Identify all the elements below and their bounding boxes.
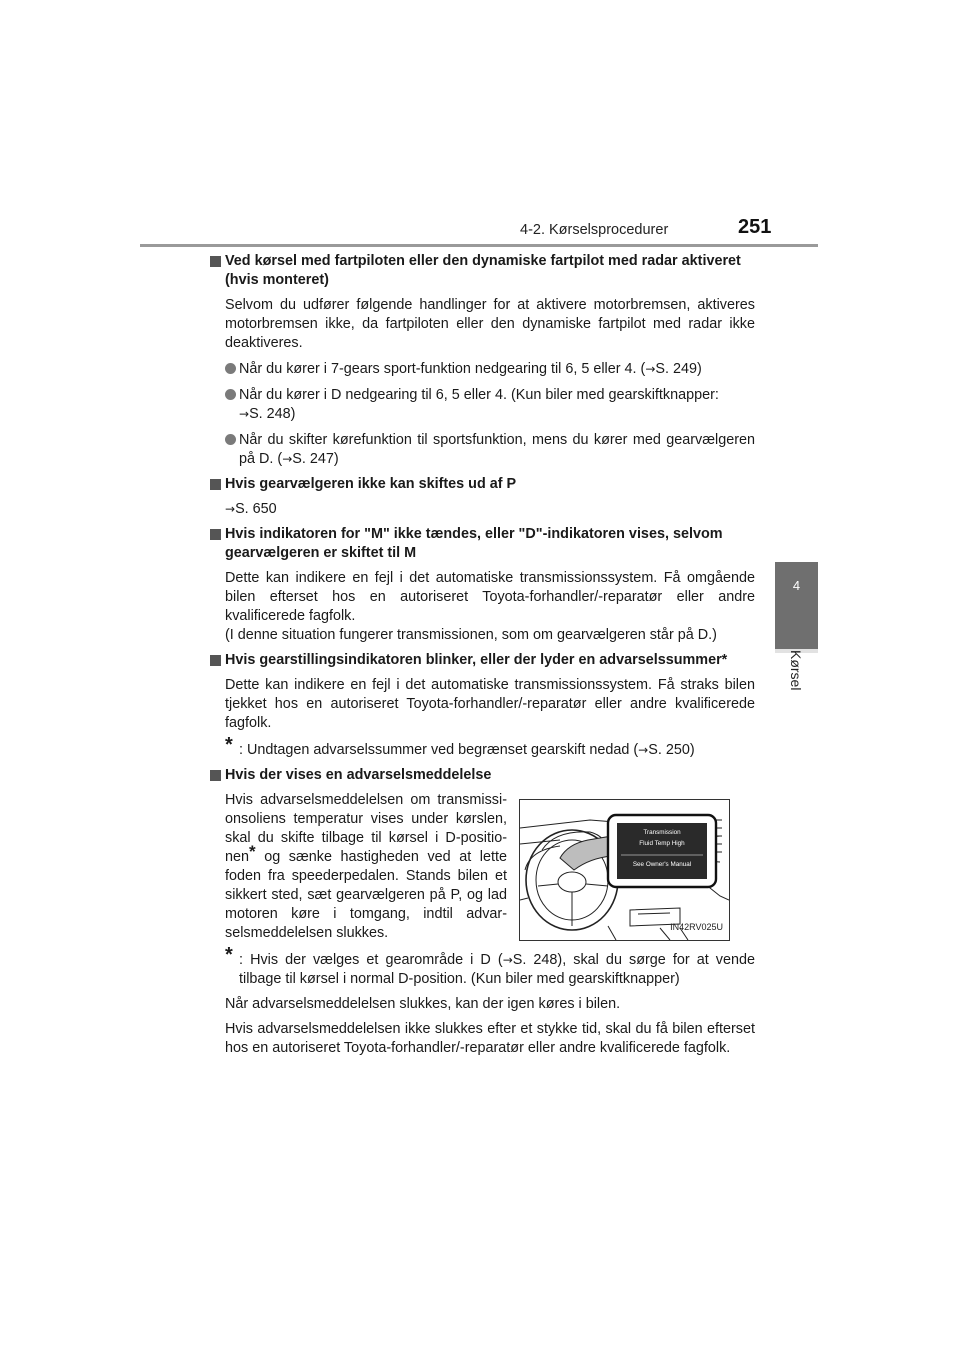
display-text-line3: See Owner's Manual (632, 861, 692, 868)
circle-bullet-icon (225, 363, 236, 374)
header-section-title: 4-2. Kørselsprocedurer (520, 222, 669, 238)
square-bullet-icon (210, 256, 221, 267)
page-reference: S. 249) (655, 361, 702, 377)
arrow-icon: → (502, 953, 513, 967)
figure-code: IN42RV025U (670, 922, 723, 932)
list-item-text: Når du skifter kørefunktion til sportsfunktion, mens du kører med gearvælgeren på D. ( (239, 432, 755, 467)
paragraph-text: og sænke hastigheden ved at lette foden fra speederpedalen. Stands bilen et sikkert sted, sæt gearvælgeren på P, og lad motoren køre i tomgang, indtil advarselsmeddelelsen slukkes. (225, 849, 507, 941)
arrow-icon: → (225, 502, 236, 516)
footnote-text: : Hvis der vælges et gearområde i D ( (239, 952, 503, 968)
paragraph: Dette kan indikere en fejl i det automatiske transmissionssystem. Få omgående bilen efterset hos en autoriseret Toyota-forhandler/-reparatør eller andre kvalificerede fagfolk. (225, 570, 755, 624)
list-item-text: Når du kører i D nedgearing til 6, 5 eller 4. (Kun biler med gearskiftknapper: (239, 387, 719, 403)
square-bullet-icon (210, 479, 221, 490)
page-reference: S. 650 (235, 501, 277, 517)
chapter-number: 4 (792, 578, 801, 593)
page-reference: S. 250) (648, 742, 695, 758)
paragraph: Hvis advarselsmeddelelsen ikke slukkes efter et stykke tid, skal du få bilen efterset hos en autoriseret Toyota-forhandler/-reparatør eller andre kvalificerede fagfolk. (225, 1021, 755, 1056)
page-reference: S. 248) (249, 406, 296, 422)
display-text-line1: Transmission (643, 829, 681, 836)
section-heading (210, 252, 755, 290)
chapter-label: Kørsel (788, 650, 804, 691)
section-heading (210, 651, 755, 670)
arrow-icon: → (645, 362, 656, 376)
section-heading (210, 766, 755, 785)
footnote-marker: * (225, 734, 233, 756)
chapter-tab (775, 562, 818, 649)
footnote (225, 944, 755, 989)
heading-text: Hvis gearstillingsindikatoren blinker, eller der lyder en advarselssummer* (225, 652, 728, 668)
section-heading (210, 475, 755, 494)
list-item (225, 360, 755, 379)
section-heading (210, 525, 755, 563)
page-reference: S. 247) (292, 451, 339, 467)
square-bullet-icon (210, 529, 221, 540)
list-item-text: Når du kører i 7-gears sport-funktion nedgearing til 6, 5 eller 4. ( (239, 361, 646, 377)
paragraph: Selvom du udfører følgende handlinger for at aktivere motorbremsen, aktiveres motorbremsen ikke, da fartpiloten eller den dynamiske fartpilot med radar ikke deaktiveres. (225, 297, 755, 351)
paragraph (225, 791, 507, 943)
paragraph: (I denne situation fungerer transmissionen, som om gearvælgeren står på D.) (225, 627, 717, 643)
heading-text: Hvis der vises en advarselsmeddelelse (225, 767, 492, 783)
warning-message-block (225, 791, 755, 943)
page-reference: S. 248), skal du sørge for at vende tilbage til kørsel i normal D-position. (Kun biler med gearskiftknapper) (239, 952, 755, 987)
page-number: 251 (738, 216, 772, 238)
list-item (225, 431, 755, 469)
display-text-line2: Fluid Temp High (639, 840, 685, 847)
page-reference-line (225, 500, 755, 519)
paragraph: Dette kan indikere en fejl i det automatiske transmissionssystem. Få straks bilen tjekket hos en autoriseret Toyota-forhandler/-reparatør eller andre kvalificerede fagfolk. (225, 677, 755, 731)
footnote-text: : Undtagen advarselssummer ved begrænset gearskift nedad ( (239, 742, 639, 758)
paragraph-text: Hvis advarselsmeddelelsen om transmissionsoliens temperatur vises under kørslen, skal du skifte tilbage til kørsel i D-positionen (225, 792, 507, 865)
heading-text: Hvis gearvælgeren ikke kan skiftes ud af P (225, 476, 517, 492)
square-bullet-icon (210, 770, 221, 781)
circle-bullet-icon (225, 434, 236, 445)
header-divider (140, 244, 818, 247)
main-content (210, 252, 755, 1058)
arrow-icon: → (239, 407, 250, 421)
arrow-icon: → (282, 452, 293, 466)
arrow-icon: → (638, 743, 649, 757)
footnote-marker: * (249, 842, 256, 861)
footnote (225, 734, 755, 760)
list-item (225, 386, 755, 424)
footnote-marker: * (225, 944, 233, 966)
dashboard-illustration (519, 799, 730, 941)
square-bullet-icon (210, 655, 221, 666)
heading-text: Ved kørsel med fartpiloten eller den dynamiske fartpilot med radar aktiveret (hvis monteret) (225, 253, 741, 288)
circle-bullet-icon (225, 389, 236, 400)
paragraph: Når advarselsmeddelelsen slukkes, kan der igen køres i bilen. (225, 996, 621, 1012)
heading-text: Hvis indikatoren for "M" ikke tændes, eller "D"-indikatoren vises, selvom gearvælgeren er skiftet til M (225, 526, 723, 561)
